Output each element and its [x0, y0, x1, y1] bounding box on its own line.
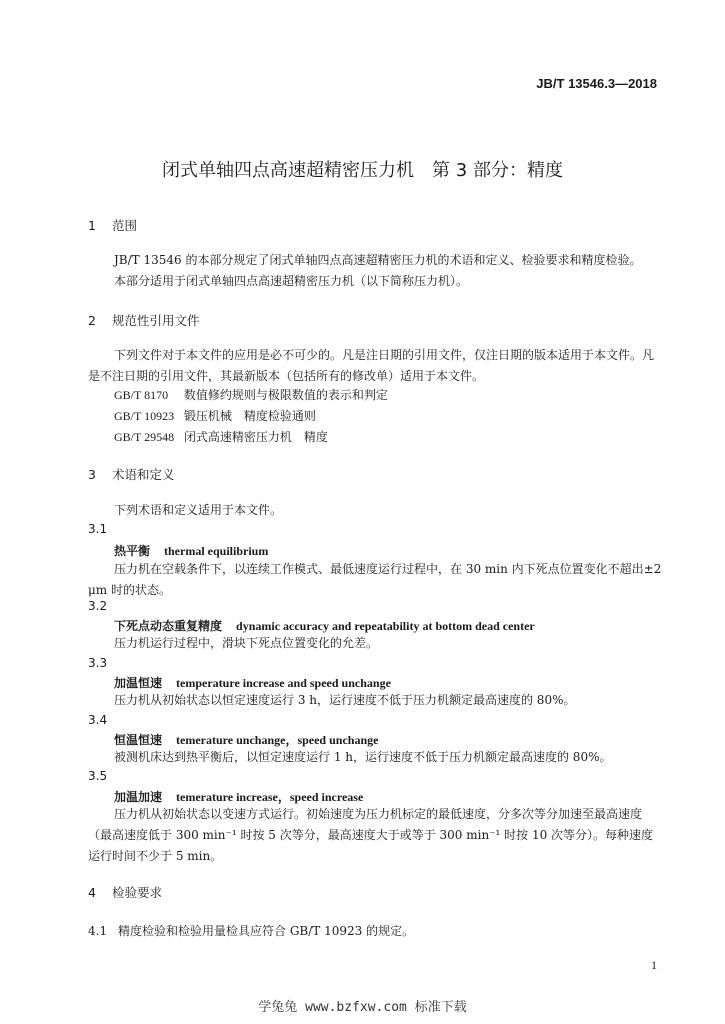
term-definition: 压力机在空载条件下，以连续工作模式、最低速度运行过程中，在 30 min 内下死点位置变化不超出±2 μm 时的状态。: [88, 562, 662, 597]
section-heading-requirements: [88, 883, 162, 901]
clause-number: 4.1: [88, 924, 108, 938]
term-chinese: 加温恒速: [114, 676, 163, 690]
term-number: 3.3: [88, 656, 108, 670]
term-heading: [114, 788, 363, 805]
reference-code: GB/T 10923: [114, 409, 175, 423]
page-number: 1: [651, 958, 657, 972]
term-english: temerature increase，speed increase: [176, 790, 364, 804]
term-english: thermal equilibrium: [164, 544, 269, 558]
reference-title: 锻压机械 精度检验通则: [183, 409, 316, 423]
term-definition: 压力机从初始状态以变速方式运行。初始速度为压力机标定的最低速度，分多次等分加速至最高速度（最高速度低于 300 min⁻¹ 时按 5 次等分，最高速度大于或等于 300 min⁻¹ 时按 10 次等分）。每种速度运行时间不少于 5 min。: [88, 807, 654, 863]
reference-code: GB/T 29548: [114, 430, 175, 444]
term-heading: [114, 617, 535, 634]
section-title: 规范性引用文件: [111, 313, 200, 328]
terms-intro: 下列术语和定义适用于本文件。: [114, 503, 283, 517]
term-english: temperature increase and speed unchange: [176, 676, 391, 690]
reference-title: 闭式高速精密压力机 精度: [183, 430, 328, 444]
scope-paragraph-1: JB/T 13546 的本部分规定了闭式单轴四点高速超精密压力机的术语和定义、检验要求和精度检验。: [114, 253, 642, 267]
reference-item: [114, 428, 328, 445]
term-number: 3.4: [88, 713, 108, 727]
section-number: 3: [88, 467, 96, 482]
term-chinese: 加温加速: [114, 790, 163, 804]
term-heading: [114, 674, 391, 691]
document-title: 闭式单轴四点高速超精密压力机 第 3 部分：精度: [162, 160, 563, 181]
term-number: 3.1: [88, 522, 108, 536]
term-definition: 被测机床达到热平衡后，以恒定速度运行 1 h，运行速度不低于压力机额定最高速度的 80%。: [114, 750, 612, 764]
section-title: 检验要求: [111, 885, 162, 900]
section-title: 术语和定义: [111, 467, 175, 482]
term-chinese: 恒温恒速: [114, 733, 163, 747]
reference-code: GB/T 8170: [114, 388, 169, 402]
section-number: 1: [88, 218, 96, 233]
term-chinese: 下死点动态重复精度: [114, 619, 223, 633]
section-title: 范围: [111, 218, 137, 233]
normative-intro: 下列文件对于本文件的应用是必不可少的。凡是注日期的引用文件，仅注日期的版本适用于本文件。凡是不注日期的引用文件，其最新版本（包括所有的修改单）适用于本文件。: [88, 348, 655, 383]
term-number: 3.5: [88, 769, 108, 783]
term-number: 3.2: [88, 599, 108, 613]
term-definition: 压力机从初始状态以恒定速度运行 3 h，运行速度不低于压力机额定最高速度的 80%。: [114, 693, 576, 707]
document-code: JB/T 13546.3—2018: [536, 76, 657, 91]
scope-paragraph-2: 本部分适用于闭式单轴四点高速超精密压力机（以下简称压力机）。: [114, 274, 469, 288]
section-number: 2: [88, 313, 96, 328]
term-heading: [114, 731, 378, 748]
section-number: 4: [88, 885, 96, 900]
term-english: dynamic accuracy and repeatability at bottom dead center: [236, 619, 535, 633]
footer-watermark: 学兔兔 www.bzfxw.com 标准下载: [258, 1000, 467, 1015]
reference-item: [114, 386, 388, 403]
term-heading: [114, 542, 268, 559]
requirement-clause: [88, 922, 414, 939]
section-heading-normative: [88, 311, 200, 329]
reference-title: 数值修约规则与极限数值的表示和判定: [183, 388, 388, 402]
section-heading-terms: [88, 465, 175, 483]
section-heading-scope: [88, 216, 137, 234]
term-definition: 压力机运行过程中，滑块下死点位置变化的允差。: [114, 636, 379, 650]
term-english: temerature unchange，speed unchange: [176, 733, 379, 747]
reference-item: [114, 407, 316, 424]
clause-text: 精度检验和检验用量检具应符合 GB/T 10923 的规定。: [118, 924, 415, 938]
term-chinese: 热平衡: [114, 544, 151, 558]
